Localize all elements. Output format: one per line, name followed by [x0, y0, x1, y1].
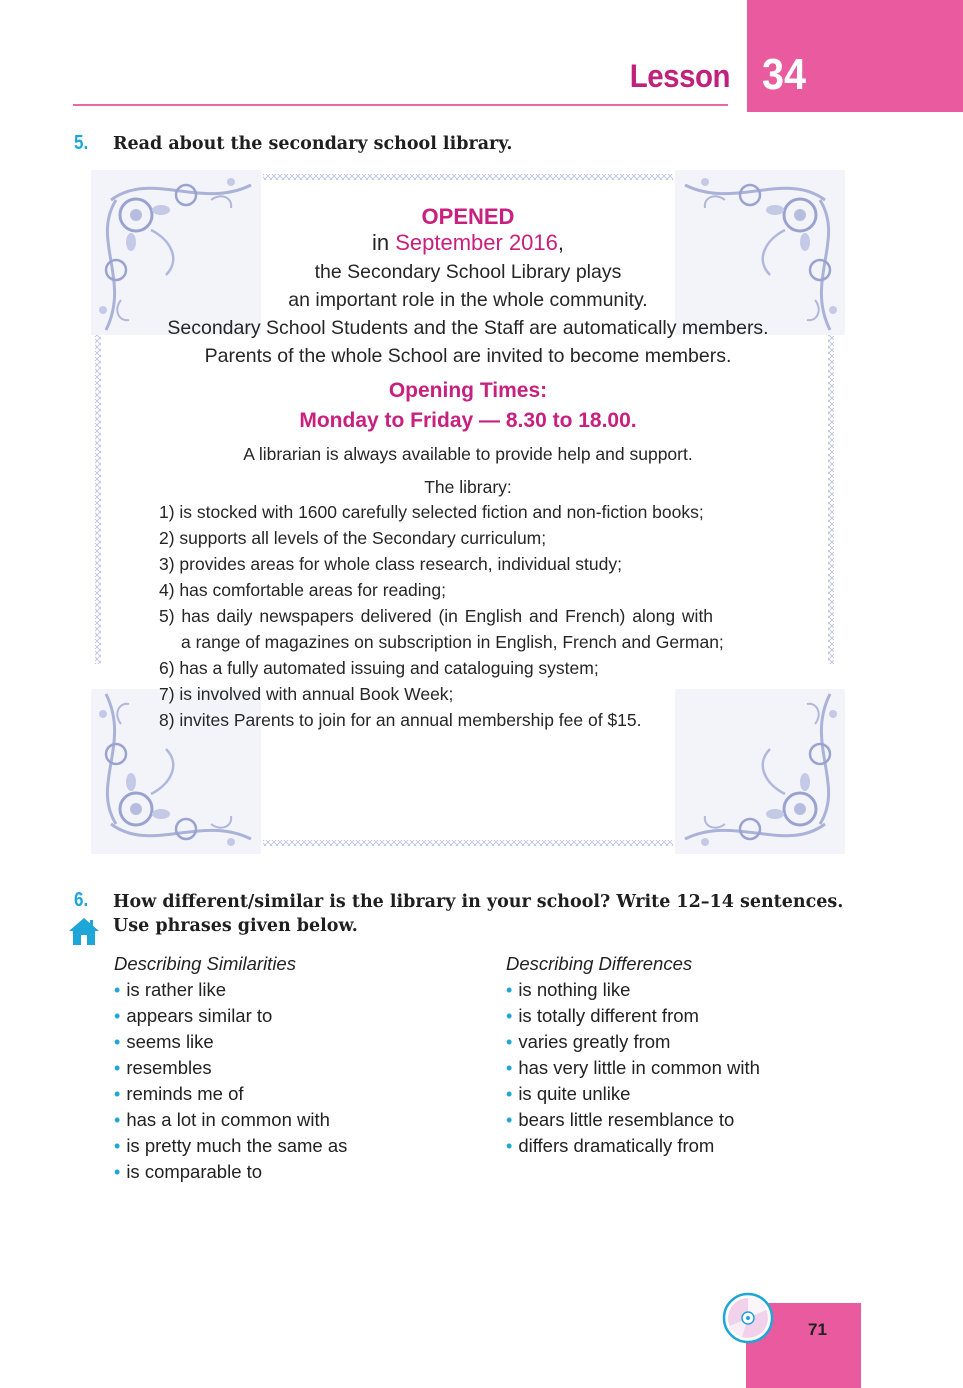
task-6-instruction-line1: How different/similar is the library in your school? Write 12–14 sentences. [113, 892, 844, 912]
notice-date-comma: , [557, 230, 565, 255]
list-item: • resembles [114, 1057, 212, 1078]
similarities-heading: Describing Similarities [114, 953, 296, 974]
task-6-instruction-line2: Use phrases given below. [113, 916, 358, 936]
list-item: • is quite unlike [506, 1083, 631, 1104]
list-item: • has very little in common with [506, 1057, 760, 1078]
notice-line: an important role in the whole community. [288, 289, 648, 311]
similarities-column [114, 951, 474, 1185]
list-item: • is totally different from [506, 1005, 699, 1026]
library-features-list [159, 499, 839, 733]
list-item: 8) invites Parents to join for an annual membership fee of $15. [159, 710, 642, 730]
task-5-instruction: Read about the secondary school library. [113, 134, 513, 154]
list-item: • bears little resemblance to [506, 1109, 735, 1130]
notice-date-line [73, 230, 863, 256]
opening-times-value: Monday to Friday — 8.30 to 18.00. [299, 409, 637, 432]
opening-times-title: Opening Times: [388, 379, 548, 402]
library-intro: The library: [424, 477, 512, 497]
cd-disc-icon [722, 1292, 774, 1344]
notice-line: Secondary School Students and the Staff are automatically members. [167, 317, 769, 339]
list-item: • is comparable to [114, 1161, 263, 1182]
list-item: 1) is stocked with 1600 carefully selected fiction and non-fiction books; [159, 502, 704, 522]
list-item: • has a lot in common with [114, 1109, 330, 1130]
list-item: 3) provides areas for whole class research, individual study; [159, 554, 622, 574]
notice-opened: OPENED [421, 204, 515, 229]
list-item: 6) has a fully automated issuing and cataloguing system; [159, 658, 599, 678]
notice-line: Parents of the whole School are invited to become members. [204, 345, 732, 367]
lesson-label: Lesson [629, 58, 730, 94]
header-rule [73, 104, 728, 106]
list-item: 7) is involved with annual Book Week; [159, 684, 454, 704]
list-item: • is rather like [114, 979, 227, 1000]
list-item: • differs dramatically from [506, 1135, 715, 1156]
notice-date: September 2016 [395, 230, 558, 255]
notice-in-word: in [371, 230, 396, 255]
list-item: • varies greatly from [506, 1031, 671, 1052]
task-6-number: 6. [74, 889, 89, 911]
list-item: 4) has comfortable areas for reading; [159, 580, 446, 600]
list-item: • seems like [114, 1031, 214, 1052]
list-item: a range of magazines on subscription in English, French and German; [181, 632, 724, 652]
list-item: 2) supports all levels of the Secondary curriculum; [159, 528, 547, 548]
list-item: 5) has daily newspapers delivered (in English and French) along with [159, 606, 714, 626]
notice-line: the Secondary School Library plays [314, 261, 622, 283]
lesson-number: 34 [762, 50, 807, 99]
differences-column [506, 951, 886, 1159]
list-item: • reminds me of [114, 1083, 244, 1104]
list-item: • appears similar to [114, 1005, 273, 1026]
list-item: • is pretty much the same as [114, 1135, 348, 1156]
task-5-number: 5. [74, 132, 89, 154]
differences-heading: Describing Differences [506, 953, 693, 974]
page-number: 71 [808, 1320, 827, 1339]
librarian-note: A librarian is always available to provide help and support. [243, 444, 693, 464]
home-icon [68, 916, 100, 946]
list-item: • is nothing like [506, 979, 631, 1000]
